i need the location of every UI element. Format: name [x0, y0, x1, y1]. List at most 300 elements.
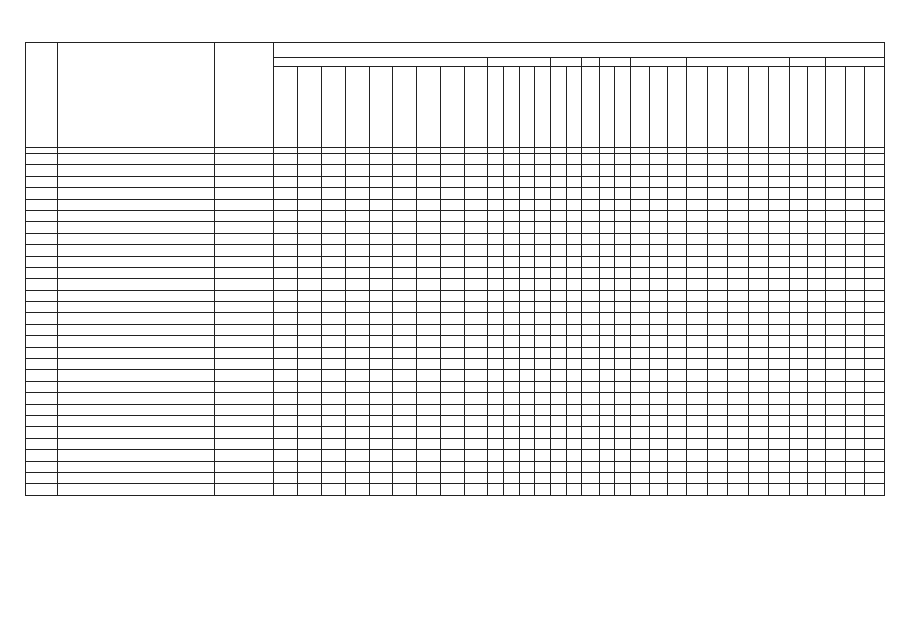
value-cell [369, 404, 393, 415]
value-cell [649, 313, 668, 324]
value-cell [393, 279, 417, 290]
value-cell [865, 336, 885, 347]
row-name [58, 233, 215, 244]
value-cell [298, 176, 322, 187]
value-cell [519, 359, 535, 370]
value-cell [615, 393, 631, 404]
value-cell [322, 279, 346, 290]
value-cell [769, 450, 790, 461]
value-cell [808, 199, 826, 210]
value-cell [274, 302, 298, 313]
value-cell [551, 313, 567, 324]
row-code [26, 461, 58, 472]
value-cell [865, 427, 885, 438]
value-cell [615, 233, 631, 244]
value-cell [566, 472, 582, 483]
value-cell [649, 176, 668, 187]
value-cell [599, 290, 615, 301]
value-cell [668, 438, 687, 449]
value-cell [808, 336, 826, 347]
table-row [26, 404, 885, 415]
value-cell [345, 450, 369, 461]
value-cell [519, 393, 535, 404]
value-cell [322, 313, 346, 324]
value-cell [464, 484, 488, 495]
row-code [26, 484, 58, 495]
header-subcolumn [566, 67, 582, 148]
value-cell [769, 290, 790, 301]
value-cell [322, 415, 346, 426]
value-cell [808, 393, 826, 404]
value-cell [322, 484, 346, 495]
value-cell [440, 484, 464, 495]
row-ident [215, 393, 274, 404]
value-cell [649, 450, 668, 461]
value-cell [440, 302, 464, 313]
value-cell [687, 199, 708, 210]
value-cell [769, 199, 790, 210]
value-cell [808, 210, 826, 221]
value-cell [599, 324, 615, 335]
row-code [26, 256, 58, 267]
value-cell [274, 210, 298, 221]
value-cell [464, 302, 488, 313]
value-cell [322, 336, 346, 347]
value-cell [865, 438, 885, 449]
value-cell [582, 176, 599, 187]
value-cell [649, 165, 668, 176]
value-cell [274, 472, 298, 483]
value-cell [322, 176, 346, 187]
value-cell [417, 176, 441, 187]
row-code [26, 233, 58, 244]
value-cell [519, 165, 535, 176]
value-cell [488, 347, 504, 358]
row-code [26, 381, 58, 392]
value-cell [566, 450, 582, 461]
value-cell [298, 359, 322, 370]
value-cell [551, 359, 567, 370]
value-cell [808, 415, 826, 426]
value-cell [274, 427, 298, 438]
value-cell [488, 210, 504, 221]
value-cell [417, 165, 441, 176]
table-row [26, 381, 885, 392]
value-cell [488, 415, 504, 426]
value-cell [535, 222, 551, 233]
row-code [26, 347, 58, 358]
value-cell [865, 176, 885, 187]
table-row [26, 290, 885, 301]
value-cell [707, 415, 728, 426]
table-row [26, 176, 885, 187]
value-cell [728, 472, 749, 483]
table-row [26, 450, 885, 461]
value-cell [519, 154, 535, 165]
value-cell [393, 199, 417, 210]
header-subcolumn [274, 67, 298, 148]
value-cell [769, 359, 790, 370]
value-cell [748, 336, 769, 347]
value-cell [322, 188, 346, 199]
row-ident [215, 461, 274, 472]
value-cell [274, 188, 298, 199]
value-cell [551, 404, 567, 415]
value-cell [369, 165, 393, 176]
value-cell [769, 176, 790, 187]
value-cell [488, 233, 504, 244]
value-cell [440, 393, 464, 404]
value-cell [599, 461, 615, 472]
value-cell [615, 199, 631, 210]
value-cell [566, 222, 582, 233]
value-cell [566, 381, 582, 392]
value-cell [748, 359, 769, 370]
row-code [26, 199, 58, 210]
row-code [26, 336, 58, 347]
value-cell [488, 256, 504, 267]
value-cell [630, 176, 649, 187]
header-subcolumn [668, 67, 687, 148]
value-cell [322, 461, 346, 472]
value-cell [668, 256, 687, 267]
value-cell [535, 256, 551, 267]
value-cell [274, 336, 298, 347]
value-cell [535, 427, 551, 438]
value-cell [707, 176, 728, 187]
value-cell [748, 154, 769, 165]
value-cell [322, 302, 346, 313]
value-cell [865, 472, 885, 483]
value-cell [769, 256, 790, 267]
value-cell [615, 302, 631, 313]
value-cell [417, 279, 441, 290]
value-cell [845, 267, 864, 278]
value-cell [488, 336, 504, 347]
value-cell [440, 165, 464, 176]
value-cell [789, 313, 807, 324]
value-cell [535, 438, 551, 449]
row-name [58, 347, 215, 358]
value-cell [845, 359, 864, 370]
value-cell [488, 381, 504, 392]
value-cell [865, 290, 885, 301]
value-cell [488, 279, 504, 290]
value-cell [345, 324, 369, 335]
row-ident [215, 279, 274, 290]
value-cell [687, 210, 708, 221]
value-cell [274, 438, 298, 449]
value-cell [615, 427, 631, 438]
row-name [58, 381, 215, 392]
value-cell [845, 472, 864, 483]
value-cell [298, 188, 322, 199]
value-cell [519, 313, 535, 324]
value-cell [615, 210, 631, 221]
value-cell [551, 472, 567, 483]
value-cell [615, 381, 631, 392]
row-ident [215, 472, 274, 483]
value-cell [417, 359, 441, 370]
value-cell [393, 347, 417, 358]
value-cell [417, 484, 441, 495]
value-cell [504, 472, 520, 483]
row-name [58, 404, 215, 415]
value-cell [582, 267, 599, 278]
row-code [26, 245, 58, 256]
value-cell [535, 484, 551, 495]
value-cell [687, 461, 708, 472]
header-group [582, 58, 599, 67]
row-name [58, 210, 215, 221]
value-cell [369, 279, 393, 290]
row-ident [215, 267, 274, 278]
value-cell [322, 404, 346, 415]
value-cell [417, 267, 441, 278]
value-cell [345, 415, 369, 426]
value-cell [488, 324, 504, 335]
value-cell [630, 404, 649, 415]
value-cell [615, 438, 631, 449]
header-subcolumn [769, 67, 790, 148]
value-cell [417, 222, 441, 233]
value-cell [630, 256, 649, 267]
value-cell [668, 313, 687, 324]
value-cell [417, 438, 441, 449]
value-cell [599, 404, 615, 415]
value-cell [519, 290, 535, 301]
value-cell [440, 188, 464, 199]
value-cell [865, 461, 885, 472]
value-cell [488, 484, 504, 495]
row-name [58, 222, 215, 233]
value-cell [369, 393, 393, 404]
value-cell [808, 472, 826, 483]
row-name [58, 165, 215, 176]
value-cell [687, 438, 708, 449]
value-cell [728, 267, 749, 278]
value-cell [504, 359, 520, 370]
value-cell [808, 233, 826, 244]
value-cell [668, 222, 687, 233]
value-cell [566, 404, 582, 415]
header-subcolumn [649, 67, 668, 148]
value-cell [630, 199, 649, 210]
value-cell [369, 313, 393, 324]
value-cell [417, 324, 441, 335]
value-cell [345, 393, 369, 404]
value-cell [668, 233, 687, 244]
header-subcolumn [707, 67, 728, 148]
value-cell [630, 381, 649, 392]
value-cell [566, 188, 582, 199]
value-cell [393, 188, 417, 199]
row-code [26, 279, 58, 290]
value-cell [599, 245, 615, 256]
value-cell [345, 404, 369, 415]
value-cell [417, 336, 441, 347]
row-code [26, 324, 58, 335]
value-cell [707, 393, 728, 404]
value-cell [668, 154, 687, 165]
value-cell [748, 188, 769, 199]
value-cell [345, 381, 369, 392]
value-cell [808, 267, 826, 278]
value-cell [630, 370, 649, 381]
value-cell [440, 267, 464, 278]
value-cell [649, 427, 668, 438]
value-cell [808, 290, 826, 301]
value-cell [630, 267, 649, 278]
row-name [58, 176, 215, 187]
value-cell [845, 245, 864, 256]
value-cell [707, 427, 728, 438]
value-cell [274, 461, 298, 472]
value-cell [582, 279, 599, 290]
value-cell [769, 461, 790, 472]
value-cell [369, 359, 393, 370]
value-cell [789, 404, 807, 415]
value-cell [649, 438, 668, 449]
row-name [58, 267, 215, 278]
value-cell [789, 370, 807, 381]
value-cell [748, 176, 769, 187]
value-cell [551, 210, 567, 221]
value-cell [845, 313, 864, 324]
value-cell [808, 359, 826, 370]
value-cell [488, 302, 504, 313]
value-cell [274, 245, 298, 256]
value-cell [298, 290, 322, 301]
value-cell [728, 313, 749, 324]
value-cell [345, 438, 369, 449]
value-cell [535, 279, 551, 290]
value-cell [865, 324, 885, 335]
row-ident [215, 256, 274, 267]
table-row [26, 336, 885, 347]
header-subcolumn [599, 67, 615, 148]
value-cell [504, 450, 520, 461]
value-cell [440, 210, 464, 221]
table-row [26, 461, 885, 472]
row-ident [215, 302, 274, 313]
value-cell [464, 188, 488, 199]
value-cell [748, 165, 769, 176]
value-cell [417, 199, 441, 210]
value-cell [748, 404, 769, 415]
value-cell [369, 484, 393, 495]
value-cell [865, 233, 885, 244]
value-cell [668, 210, 687, 221]
value-cell [322, 370, 346, 381]
value-cell [748, 393, 769, 404]
value-cell [440, 176, 464, 187]
value-cell [707, 404, 728, 415]
value-cell [488, 176, 504, 187]
value-cell [369, 233, 393, 244]
header-group [826, 58, 885, 67]
row-ident [215, 347, 274, 358]
value-cell [687, 256, 708, 267]
value-cell [707, 245, 728, 256]
value-cell [519, 484, 535, 495]
value-cell [464, 267, 488, 278]
value-cell [599, 415, 615, 426]
value-cell [707, 359, 728, 370]
value-cell [728, 393, 749, 404]
header-group [551, 58, 582, 67]
value-cell [748, 210, 769, 221]
value-cell [748, 472, 769, 483]
value-cell [274, 393, 298, 404]
value-cell [566, 484, 582, 495]
value-cell [789, 359, 807, 370]
value-cell [345, 313, 369, 324]
value-cell [551, 302, 567, 313]
value-cell [417, 461, 441, 472]
value-cell [630, 472, 649, 483]
value-cell [393, 302, 417, 313]
value-cell [630, 279, 649, 290]
value-cell [369, 336, 393, 347]
value-cell [322, 245, 346, 256]
value-cell [274, 404, 298, 415]
value-cell [649, 324, 668, 335]
value-cell [748, 381, 769, 392]
value-cell [298, 302, 322, 313]
value-cell [826, 461, 845, 472]
value-cell [345, 472, 369, 483]
value-cell [440, 450, 464, 461]
value-cell [274, 347, 298, 358]
value-cell [769, 472, 790, 483]
value-cell [566, 324, 582, 335]
table-row [26, 370, 885, 381]
value-cell [582, 336, 599, 347]
value-cell [464, 438, 488, 449]
value-cell [504, 393, 520, 404]
value-cell [845, 415, 864, 426]
value-cell [345, 256, 369, 267]
value-cell [582, 393, 599, 404]
row-ident [215, 324, 274, 335]
header-subcolumn [615, 67, 631, 148]
row-name [58, 427, 215, 438]
value-cell [488, 370, 504, 381]
value-cell [369, 450, 393, 461]
value-cell [369, 472, 393, 483]
value-cell [535, 210, 551, 221]
row-code [26, 290, 58, 301]
header-subcolumn [417, 67, 441, 148]
value-cell [345, 267, 369, 278]
value-cell [535, 165, 551, 176]
header-subcolumn [826, 67, 845, 148]
value-cell [274, 324, 298, 335]
value-cell [322, 233, 346, 244]
value-cell [687, 484, 708, 495]
value-cell [865, 393, 885, 404]
value-cell [440, 233, 464, 244]
value-cell [535, 199, 551, 210]
value-cell [748, 370, 769, 381]
value-cell [599, 472, 615, 483]
value-cell [599, 336, 615, 347]
header-subcolumn [630, 67, 649, 148]
value-cell [369, 438, 393, 449]
value-cell [599, 393, 615, 404]
value-cell [599, 210, 615, 221]
